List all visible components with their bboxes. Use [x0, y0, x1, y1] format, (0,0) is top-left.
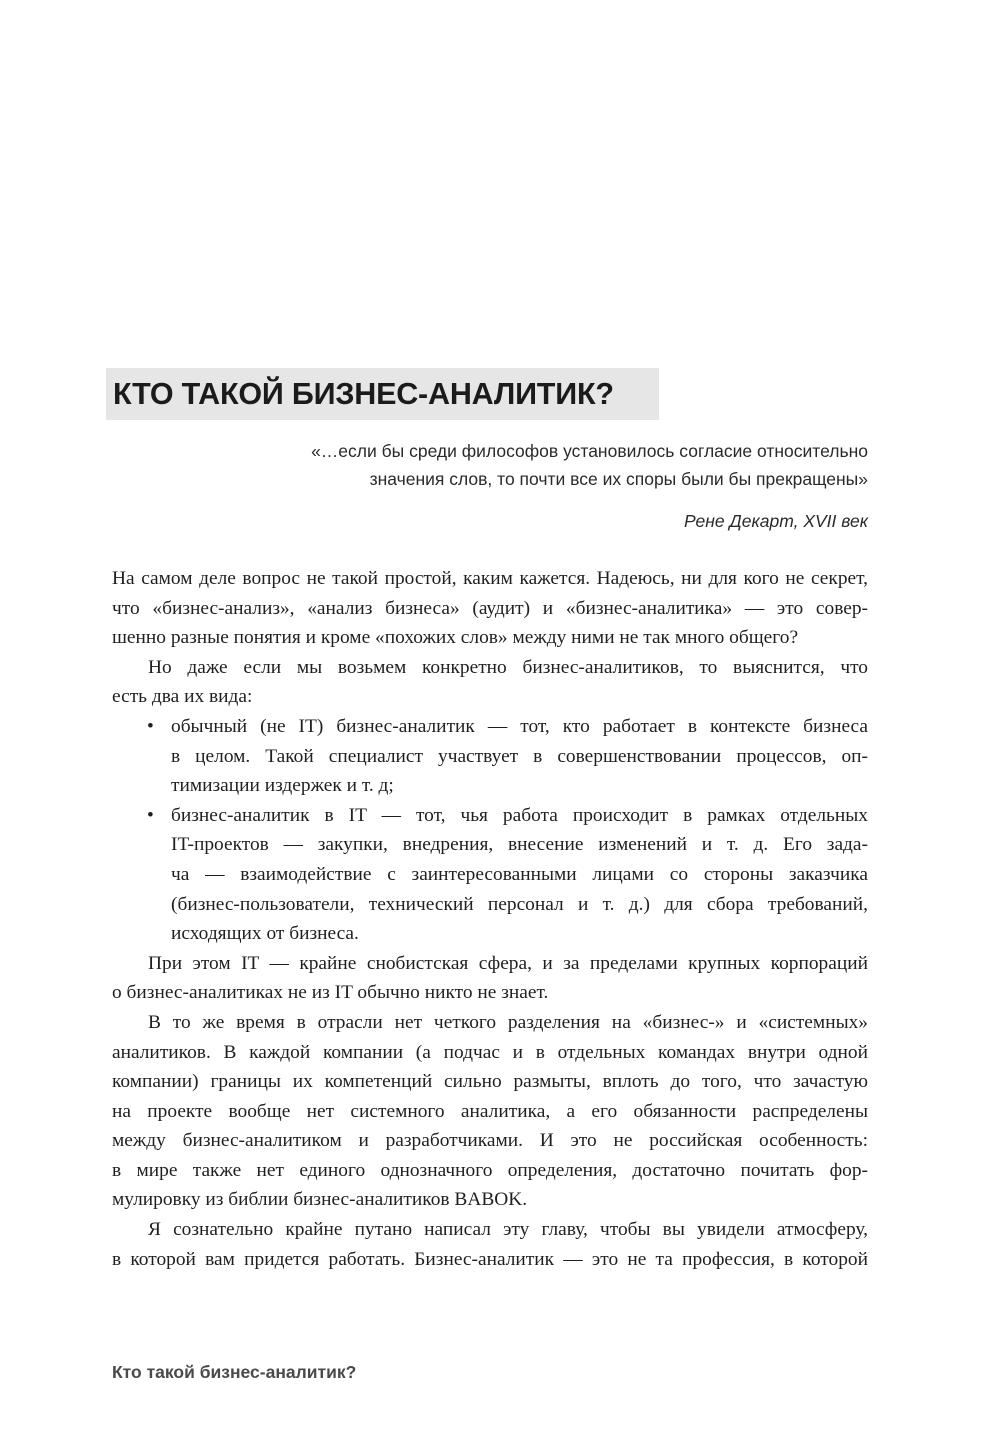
bullet-marker: •	[147, 715, 154, 737]
text-line	[147, 801, 868, 831]
text-line: (бизнес-пользователи, технический персонал и т. д.) для сбора требований,	[171, 893, 868, 915]
epigraph-attribution: Рене Декарт, XVII век	[684, 511, 868, 531]
paragraph	[112, 564, 868, 653]
paragraph	[112, 1215, 868, 1274]
bullet-marker: •	[147, 804, 154, 826]
text-line: на проекте вообще нет системного аналитика, а его обязанности распределены	[112, 1100, 868, 1122]
bullet-text: бизнес-аналитик в IT — тот, чья работа происходит в рамках отдельных	[171, 804, 868, 826]
text-line: Я сознательно крайне путано написал эту главу, чтобы вы увидели атмосферу,	[148, 1219, 868, 1241]
running-footer: Кто такой бизнес-аналитик?	[112, 1362, 357, 1382]
body-text	[112, 564, 868, 1274]
text-line: шенно разные понятия и кроме «похожих слов» между ними не так много общего?	[112, 627, 799, 649]
bullet-text: обычный (не IT) бизнес-аналитик — тот, кто работает в контексте бизнеса	[171, 715, 868, 737]
epigraph-quote-line: «…если бы среди философов установилось согласие относительно	[311, 441, 868, 461]
text-line: о бизнес-аналитиках не из IT обычно никто не знает.	[112, 982, 549, 1004]
paragraph	[112, 949, 868, 1008]
text-line: в целом. Такой специалист участвует в совершенствовании процессов, оп-	[171, 745, 868, 767]
text-line: компании) границы их компетенций сильно размыты, вплоть до того, что зачастую	[112, 1071, 868, 1093]
text-line: В то же время в отрасли нет четкого разделения на «бизнес-» и «системных»	[148, 1011, 868, 1033]
text-line: мулировку из библии бизнес-аналитиков BABOK.	[112, 1189, 528, 1211]
text-line: есть два их вида:	[112, 686, 253, 708]
paragraph	[112, 1008, 868, 1215]
text-line: в которой вам придется работать. Бизнес-аналитик — это не та профессия, в которой	[112, 1248, 868, 1270]
bullet-list-item	[112, 801, 868, 949]
epigraph-quote-line: значения слов, то почти все их споры были бы прекращены»	[369, 469, 868, 489]
chapter-title: КТО ТАКОЙ БИЗНЕС-АНАЛИТИК?	[106, 368, 659, 420]
text-line	[147, 712, 868, 742]
text-line: Но даже если мы возьмем конкретно бизнес-аналитиков, то выяснится, что	[148, 656, 868, 678]
text-line: исходящих от бизнеса.	[171, 923, 359, 945]
text-line: тимизации издержек и т. д;	[171, 775, 394, 797]
paragraph	[112, 653, 868, 712]
text-line: На самом деле вопрос не такой простой, каким кажется. Надеюсь, ни для кого не секрет,	[112, 568, 868, 589]
epigraph	[168, 437, 868, 535]
text-line: что «бизнес-анализ», «анализ бизнеса» (аудит) и «бизнес-аналитика» — это совер-	[112, 597, 868, 619]
text-line: IT-проектов — закупки, внедрения, внесение изменений и т. д. Его зада-	[171, 834, 868, 856]
text-line: ча — взаимодействие с заинтересованными лицами со стороны заказчика	[171, 863, 868, 885]
text-line: между бизнес-аналитиком и разработчиками. И это не российская особенность:	[112, 1130, 868, 1152]
text-line: в мире также нет единого однозначного определения, достаточно почитать фор-	[112, 1159, 868, 1181]
text-line: При этом IT — крайне снобистская сфера, и за пределами крупных корпораций	[148, 952, 868, 974]
bullet-list-item	[112, 712, 868, 801]
text-line: аналитиков. В каждой компании (а подчас и в отдельных командах внутри одной	[112, 1041, 868, 1063]
